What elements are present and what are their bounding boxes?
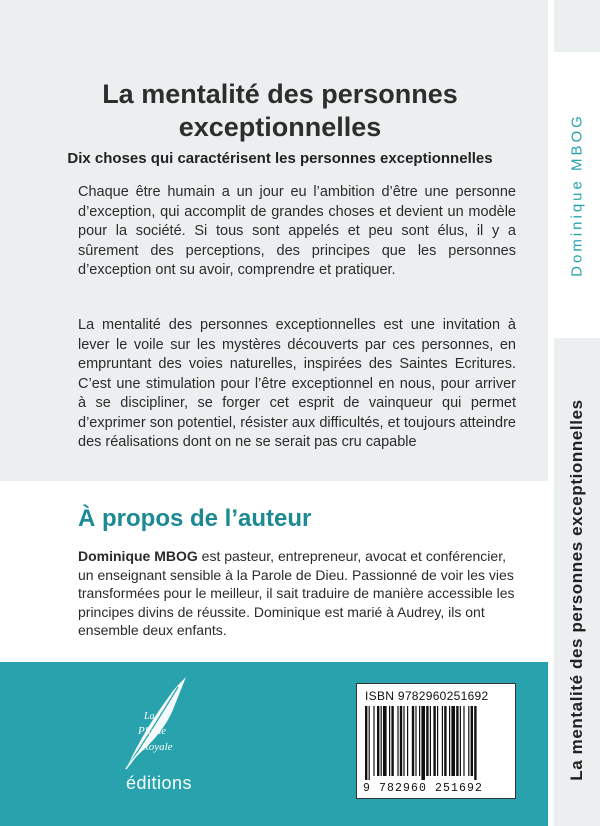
- barcode-bar: [381, 706, 382, 776]
- barcode-bar: [397, 706, 398, 776]
- logo-editions: éditions: [126, 773, 193, 793]
- barcode-bar: [468, 706, 469, 776]
- barcode-bar: [437, 706, 438, 776]
- barcode-digits: 9 782960 251692: [363, 782, 484, 795]
- barcode-bar: [377, 706, 379, 776]
- book-title: La mentalité des personnes exceptionnelles: [102, 79, 458, 142]
- barcode-bar: [460, 706, 461, 776]
- barcode-bar: [419, 706, 420, 776]
- spine-title: La mentalité des personnes exceptionnelles: [567, 399, 586, 781]
- barcode-bar: [421, 706, 425, 780]
- logo-la: La: [144, 711, 155, 722]
- book-subtitle: Dix choses qui caractérisent les personnes exceptionnelles: [67, 150, 493, 167]
- isbn-barcode-box: [356, 683, 516, 799]
- barcode-bar: [433, 706, 435, 776]
- barcode-bar: [430, 706, 431, 776]
- logo-plume: Plume: [138, 725, 167, 737]
- barcode-bar: [444, 706, 446, 776]
- barcode-bar: [403, 706, 404, 776]
- barcode-bar: [442, 706, 443, 776]
- about-author-text: [78, 547, 518, 640]
- barcode-bar: [400, 706, 402, 776]
- spine-top-frame: [554, 0, 600, 52]
- isbn-label: ISBN 9782960251692: [365, 689, 489, 703]
- feather-icon: [108, 673, 218, 773]
- barcode-bar: [369, 706, 370, 780]
- spine-author: Dominique MBOG: [568, 113, 586, 277]
- barcode-bar: [365, 706, 367, 780]
- author-name: Dominique MBOG: [78, 548, 198, 564]
- summary-paragraph-1: Chaque être humain a un jour eu l’ambition d’être une personne d’exception, qui accomplit de grandes choses et devient un modèle pour la société. Si tous sont appelés et peu sont élus, il y a sûrement des perceptions, des principes que les personnes d’exception ont su avoir, comprendre et pratiquer.: [78, 184, 516, 278]
- barcode-bar: [471, 706, 473, 776]
- barcode-bar: [383, 706, 387, 776]
- barcode-bar: [412, 706, 414, 776]
- barcode-bar: [456, 706, 458, 776]
- barcode-icon: [365, 706, 509, 780]
- barcode-bar: [391, 706, 393, 776]
- barcode-bar: [451, 706, 455, 776]
- about-author-heading: À propos de l’auteur: [78, 505, 312, 532]
- barcode-bar: [373, 706, 374, 776]
- publisher-logo: [108, 673, 218, 813]
- barcode-bar: [407, 706, 408, 776]
- barcode-bar: [415, 706, 416, 776]
- summary-paragraph-2: La mentalité des personnes exceptionnelles est une invitation à lever le voile sur les mystères découverts par ces personnes, en empruntant des voies naturelles, inspirées des Saintes Ecritures. C’est une stimulation pour l’être exceptionnel en nous, pour arriver à se discipliner, se forger cet esprit de vainqueur qui permet d’exprimer son potentiel, résister aux difficultés, et toujours atteindre des réalisations dont on ne se serait pas cru capable: [78, 317, 516, 450]
- author-bio: est pasteur, entrepreneur, avocat et conférencier, un enseignant sensible à la Parole de Dieu. Passionné de voir les vies transformées pour le meilleur, il sait traduire de manière accessible les principes divins de réussite. Dominique est marié à Audrey, ils ont ensemble deux enfants.: [78, 548, 515, 638]
- barcode-bar: [426, 706, 428, 776]
- barcode-bar: [389, 706, 390, 776]
- barcode-bar: [463, 706, 464, 776]
- barcode-bar: [449, 706, 450, 776]
- barcode-bar: [474, 706, 476, 780]
- logo-royale: Royale: [142, 741, 173, 753]
